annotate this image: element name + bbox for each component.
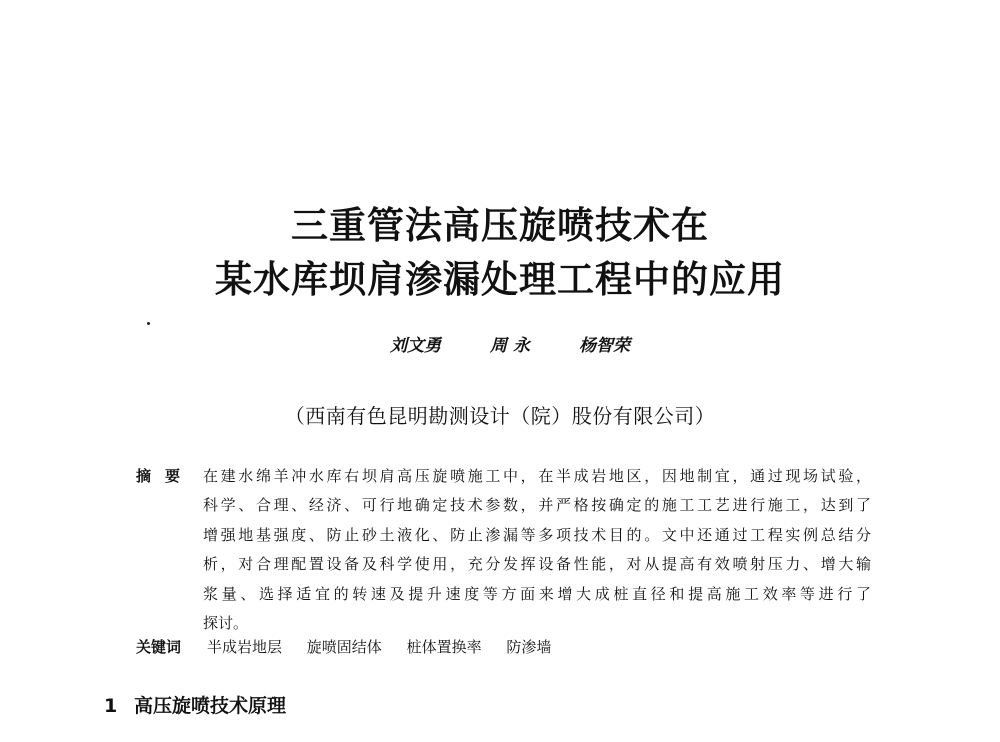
abstract-line: 探讨。 bbox=[203, 613, 249, 632]
abstract-line: 增强地基强度、防止砂土液化、防止渗漏等多项技术目的。文中还通过工程实例总结分 bbox=[203, 525, 871, 544]
keywords-label: 关键词 bbox=[136, 638, 182, 656]
author-list bbox=[390, 336, 630, 356]
abstract-line: 科学、合理、经济、可行地确定技术参数，并严格按确定的施工工艺进行施工，达到了 bbox=[203, 496, 871, 515]
keyword-item: 半成岩地层 bbox=[207, 638, 283, 656]
abstract-body bbox=[203, 466, 871, 642]
author-affiliation: （西南有色昆明勘测设计（院）股份有限公司） bbox=[284, 404, 716, 428]
section-number: 1 bbox=[104, 695, 118, 717]
scan-speck bbox=[147, 322, 150, 325]
section-title: 高压旋喷技术原理 bbox=[134, 695, 287, 717]
author-name: 杨智荣 bbox=[578, 336, 630, 356]
keyword-item: 防渗墙 bbox=[506, 638, 552, 656]
abstract-line: 在建水绵羊冲水库右坝肩高压旋喷施工中，在半成岩地区，因地制宜，通过现场试验， bbox=[203, 467, 871, 485]
author-name: 周 永 bbox=[490, 336, 530, 356]
abstract-line: 析，对合理配置设备及科学使用，充分发挥设备性能，对从提高有效喷射压力、增大输 bbox=[203, 555, 871, 574]
paper-title-line-1: 三重管法高压旋喷技术在 bbox=[291, 204, 709, 247]
keywords-list bbox=[207, 637, 571, 657]
author-name: 刘文勇 bbox=[390, 336, 441, 356]
abstract-label: 摘要 bbox=[136, 467, 195, 485]
keyword-item: 旋喷固结体 bbox=[306, 638, 382, 656]
section-heading bbox=[104, 694, 286, 718]
abstract-line: 浆量、选择适宜的转速及提升速度等方面来增大成桩直径和提高施工效率等进行了 bbox=[203, 584, 871, 603]
keyword-item: 桩体置换率 bbox=[406, 638, 482, 656]
paper-title-line-2: 某水库坝肩渗漏处理工程中的应用 bbox=[215, 258, 785, 301]
